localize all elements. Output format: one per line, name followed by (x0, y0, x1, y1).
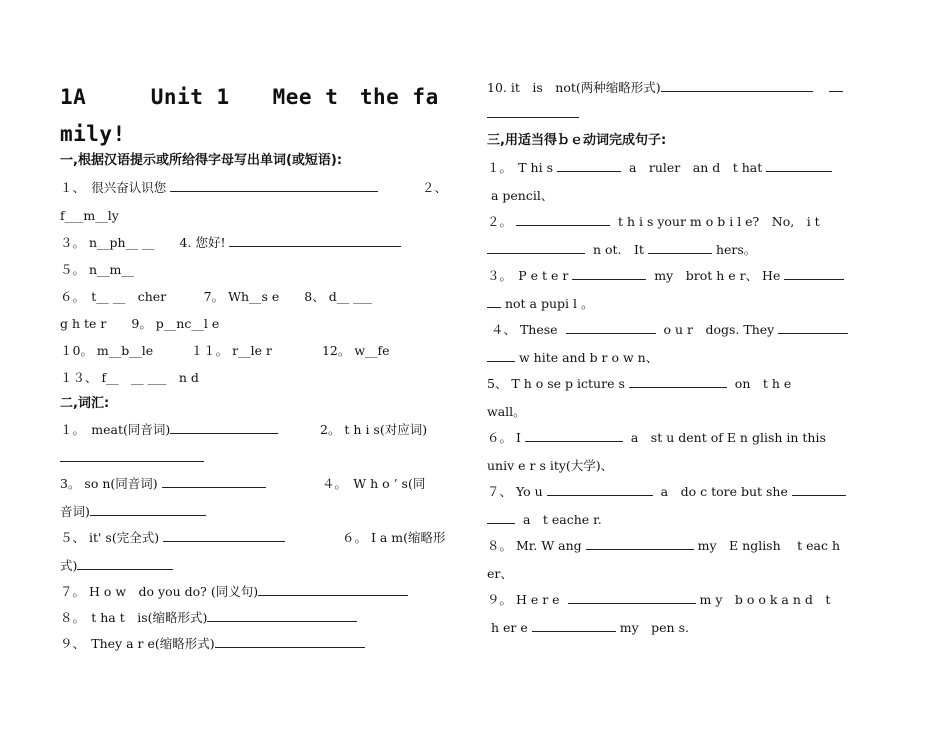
answer-blank[interactable] (487, 242, 585, 254)
question-text: ６。 I a m(缩略形 (342, 530, 446, 545)
answer-blank[interactable] (566, 322, 656, 334)
question-2-9 (60, 636, 365, 652)
question-3-7 (487, 484, 846, 500)
question-text: ７、 Yo u (487, 484, 543, 499)
question-text: ７。 H o w do you do? (同义句) (60, 584, 259, 599)
question-text: ３。 P e t e r (487, 268, 569, 283)
question-3-9 (487, 592, 830, 608)
question-2-10-cont (487, 106, 579, 122)
answer-blank[interactable] (586, 538, 694, 550)
question-2-4 (322, 476, 425, 492)
worksheet-title: 1A Unit 1 Mee t the fa (60, 85, 439, 109)
question-3-3 (487, 268, 844, 284)
question-text: w hite and b r o w n、 (518, 350, 659, 365)
question-3-2 (487, 214, 820, 230)
question-3-1 (487, 160, 832, 176)
answer-blank[interactable] (162, 476, 266, 488)
answer-blank[interactable] (90, 504, 206, 516)
question-1-2 (422, 180, 447, 196)
answer-blank[interactable] (829, 80, 843, 92)
question-text: univ e r s ity(大学)、 (487, 458, 614, 473)
question-text: g h te r 9。 p__nc__l e (60, 316, 220, 331)
question-2-2-blank (60, 450, 204, 466)
question-text: 音词) (60, 504, 90, 519)
question-2-6 (342, 530, 446, 546)
question-text: ４。 W h o ’ s(同 (322, 476, 426, 491)
answer-blank[interactable] (215, 636, 365, 648)
question-text: on t h e (734, 376, 792, 391)
answer-blank[interactable] (572, 268, 646, 280)
question-2-10 (487, 80, 843, 96)
question-2-3 (60, 476, 266, 492)
question-text: a t eache r. (522, 512, 602, 527)
question-3-1-cont (487, 188, 553, 204)
question-text: １。 T hi s (487, 160, 553, 175)
question-1-10 (60, 343, 390, 359)
question-text: ３。 n__ph__ __ 4. 您好! (60, 235, 226, 250)
question-3-5-cont (487, 404, 526, 420)
question-1-2-word (60, 208, 119, 224)
answer-blank[interactable] (170, 180, 378, 192)
question-text: ４、 These (490, 322, 558, 337)
question-text: wall。 (487, 404, 526, 419)
question-text: １0。 m__b__le １１。 r__le r 12。 w__fe (60, 343, 390, 358)
question-text: 2。 t h i s(对应词) (320, 422, 428, 437)
question-3-5 (487, 376, 791, 392)
question-3-2-cont (487, 242, 756, 258)
answer-blank[interactable] (778, 322, 848, 334)
question-text: ２。 (487, 214, 513, 229)
question-text: １、 很兴奋认识您 (60, 180, 167, 195)
answer-blank[interactable] (487, 296, 501, 308)
question-text: ９。 H e r e (487, 592, 560, 607)
question-text: hers。 (715, 242, 757, 257)
question-text: my E nglish t eac h (697, 538, 840, 553)
question-text: o u r dogs. They (663, 322, 775, 337)
question-text: h er e (490, 620, 528, 635)
answer-blank[interactable] (525, 430, 623, 442)
question-text: f___m__ly (60, 208, 119, 223)
answer-blank[interactable] (487, 106, 579, 118)
question-text: my pen s. (619, 620, 689, 635)
question-text: m y b o o k a n d t (699, 592, 831, 607)
question-3-4-cont (487, 350, 658, 366)
question-text: a do c tore but she (660, 484, 788, 499)
question-text: 5、 T h o se p icture s (487, 376, 625, 391)
question-3-8-cont (487, 566, 513, 582)
question-text: １３、 f__ __ ___ n d (60, 370, 199, 385)
question-text: ６。 t__ __ cher 7。 Wh__s e 8、 d__ ___ (60, 289, 372, 304)
answer-blank[interactable] (170, 422, 278, 434)
question-3-4 (487, 322, 848, 338)
answer-blank[interactable] (258, 584, 408, 596)
question-text: ８。 t ha t is(缩略形式) (60, 610, 208, 625)
answer-blank[interactable] (568, 592, 696, 604)
question-2-7 (60, 584, 408, 600)
answer-blank[interactable] (661, 80, 813, 92)
question-text: ２、 (422, 180, 448, 195)
answer-blank[interactable] (60, 450, 204, 462)
question-3-9-cont (487, 620, 689, 636)
question-1-8-cont (60, 316, 219, 332)
question-text: er、 (487, 566, 513, 581)
question-1-5 (60, 262, 134, 278)
section1-heading: 一,根据汉语提示或所给得字母写出单词(或短语): (60, 153, 343, 168)
question-text: a ruler an d t hat (628, 160, 763, 175)
question-text: ８。 Mr. W ang (487, 538, 582, 553)
answer-blank[interactable] (487, 512, 515, 524)
question-text: ６。 I (487, 430, 521, 445)
answer-blank[interactable] (487, 350, 515, 362)
question-text: not a pupi l 。 (504, 296, 594, 311)
question-2-5 (60, 530, 285, 546)
question-3-7-cont (487, 512, 602, 528)
answer-blank[interactable] (516, 214, 610, 226)
question-text: 式) (60, 558, 78, 573)
answer-blank[interactable] (532, 620, 616, 632)
question-1-3 (60, 235, 401, 251)
question-text: １。 meat(同音词) (60, 422, 171, 437)
question-text: t h i s your m o b i l e? No, i t (617, 214, 820, 229)
section3-heading: 三,用适当得ｂｅ动词完成句子: (487, 133, 667, 148)
question-text: n ot. It (592, 242, 644, 257)
question-text: ５。 n__m__ (60, 262, 134, 277)
answer-blank[interactable] (784, 268, 844, 280)
question-2-2 (320, 422, 427, 438)
section2-heading: 二,词汇: (60, 396, 110, 411)
question-2-6-cont (60, 558, 173, 574)
answer-blank[interactable] (629, 376, 727, 388)
answer-blank[interactable] (766, 160, 832, 172)
worksheet-title-continued: mily! (60, 122, 126, 146)
answer-blank[interactable] (547, 484, 653, 496)
question-2-8 (60, 610, 357, 626)
question-text: a st u dent of E n glish in this (630, 430, 826, 445)
question-text: a pencil、 (490, 188, 554, 203)
question-3-6 (487, 430, 826, 446)
question-2-1 (60, 422, 278, 438)
answer-blank[interactable] (163, 530, 285, 542)
question-text: ５、 it' s(完全式) (60, 530, 160, 545)
question-1-1 (60, 180, 378, 196)
question-3-3-cont (487, 296, 593, 312)
answer-blank[interactable] (648, 242, 712, 254)
answer-blank[interactable] (77, 558, 173, 570)
question-1-6 (60, 289, 372, 305)
question-text: 3。 so n(同音词) (60, 476, 158, 491)
question-text: my brot h e r、 He (654, 268, 781, 283)
question-text: ９、 They a r e(缩略形式) (60, 636, 215, 651)
answer-blank[interactable] (557, 160, 621, 172)
answer-blank[interactable] (207, 610, 357, 622)
answer-blank[interactable] (792, 484, 846, 496)
question-1-13 (60, 370, 199, 386)
question-2-4-cont (60, 504, 206, 520)
question-text: 10. it is not(两种缩略形式) (487, 80, 661, 95)
question-3-6-cont (487, 458, 613, 474)
answer-blank[interactable] (229, 235, 401, 247)
question-3-8 (487, 538, 840, 554)
